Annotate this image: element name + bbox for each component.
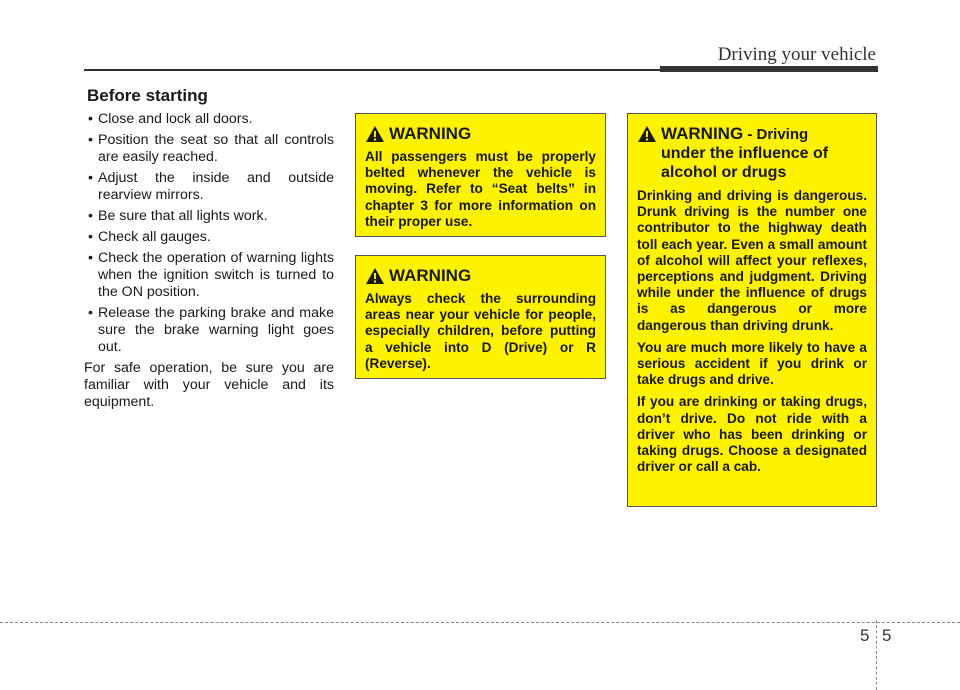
footer-separator [876, 620, 877, 690]
warning-text: All passengers must be properly belted whenever the vehicle is moving. Refer to “Seat belts” in chapter 3 for more information on their proper use. [365, 149, 596, 229]
list-item: • Check the operation of warning lights when the ignition switch is turned to the ON position. [84, 250, 334, 301]
warning-header [637, 124, 867, 182]
warning-title: WARNING [661, 124, 744, 143]
list-item: • Position the seat so that all controls are easily reached. [84, 132, 334, 166]
warning-text [637, 188, 867, 475]
warning-title: WARNING [389, 124, 472, 143]
warning-paragraph: If you are drinking or taking drugs, don’t drive. Do not ride with a driver who has been drinking or taking drugs. Choose a designated driver or call a cab. [637, 394, 867, 475]
warning-triangle-icon [365, 125, 385, 143]
footer-rule [0, 622, 960, 623]
list-item: • Be sure that all lights work. [84, 208, 334, 225]
warning-box-seatbelts [355, 113, 606, 237]
warning-paragraph: You are much more likely to have a serious accident if you drink or take drugs and drive. [637, 339, 867, 388]
chapter-number: 5 [860, 626, 870, 645]
warning-triangle-icon [365, 267, 385, 285]
warning-header [365, 266, 596, 285]
instructions-column [84, 111, 334, 411]
list-item: • Close and lock all doors. [84, 111, 334, 128]
warning-title: WARNING [389, 266, 472, 285]
warning-triangle-icon [637, 125, 657, 143]
list-item: • Check all gauges. [84, 229, 334, 246]
section-title: Before starting [87, 86, 208, 105]
page-number: 5 [882, 626, 892, 645]
list-item: • Adjust the inside and outside rearview mirrors. [84, 170, 334, 204]
header-title: Driving your vehicle [717, 44, 876, 65]
warning-box-surroundings [355, 255, 606, 379]
warning-text: Always check the surrounding areas near your vehicle for people, especially children, before putting a vehicle into D (Drive) or R (Reverse). [365, 291, 596, 371]
warning-paragraph: Drinking and driving is dangerous. Drunk driving is the number one contributor to the highway death toll each year. Even a small amount of alcohol will affect your reflexes, perceptions and judgment. Driving while under the influence of drugs is as dangerous or more dangerous than driving drunk. [637, 188, 867, 333]
warning-header [365, 124, 596, 143]
header-rule-accent [660, 66, 878, 72]
closing-paragraph: For safe operation, be sure you are familiar with your vehicle and its equipment. [84, 360, 334, 410]
warning-subtitle-continued: under the influence of alcohol or drugs [661, 145, 829, 181]
checklist [84, 111, 334, 356]
list-item: • Release the parking brake and make sure the brake warning light goes out. [84, 305, 334, 356]
warning-box-drunk-driving [627, 113, 877, 507]
warning-subtitle: - Driving [743, 126, 809, 143]
warning-title-group [661, 124, 867, 182]
